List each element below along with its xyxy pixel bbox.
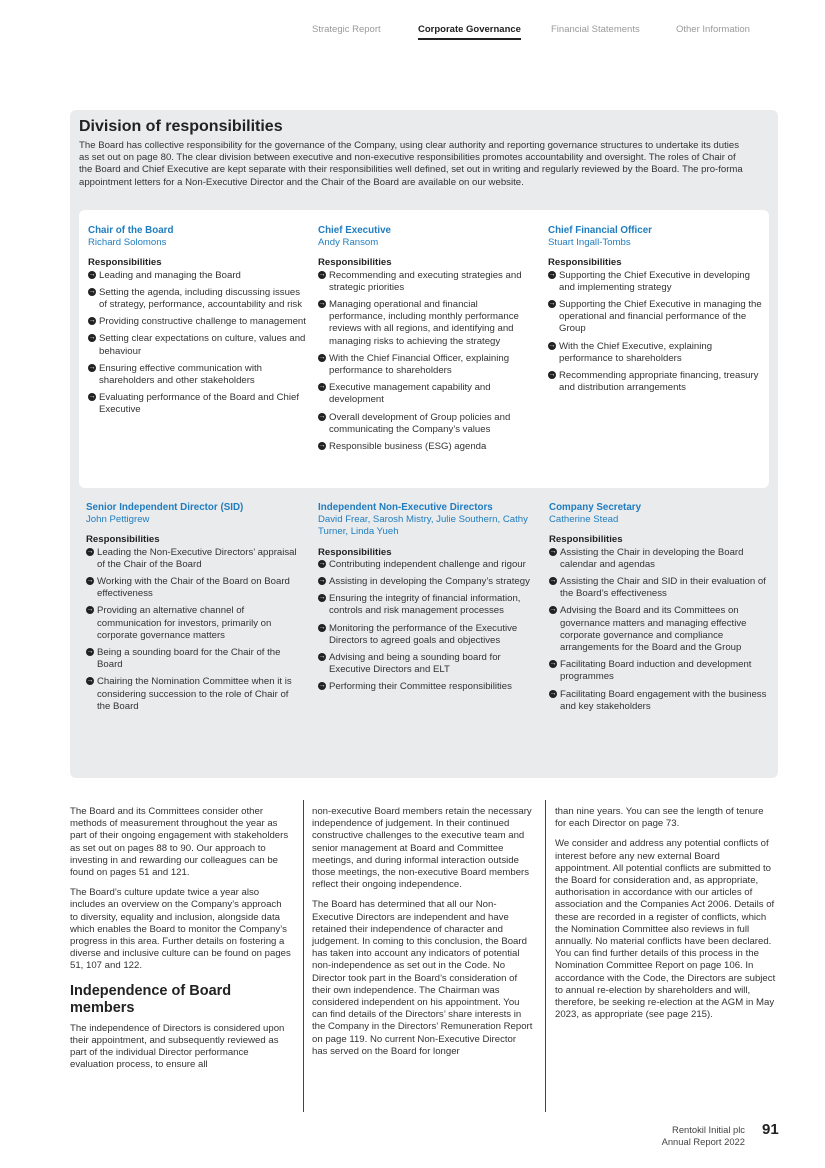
list-item: → Ensuring effective communication with shareholders and other stakeholders (88, 363, 306, 387)
responsibilities-label: Responsibilities (548, 257, 622, 269)
list-item: → Assisting in developing the Company’s strategy (318, 576, 536, 588)
body-paragraph: than nine years. You can see the length of tenure for each Director on page 73. (555, 806, 764, 830)
list-item: → Facilitating Board engagement with the business and key stakeholders (549, 689, 767, 713)
role-person: Richard Solomons (88, 237, 167, 249)
list-item: → Contributing independent challenge and rigour (318, 559, 536, 571)
list-item: → Being a sounding board for the Chair of the Board (86, 647, 304, 671)
role-person: Andy Ransom (318, 237, 379, 249)
list-item: → Facilitating Board induction and development programmes (549, 659, 767, 683)
page-number: 91 (762, 1121, 779, 1138)
role-person: Stuart Ingall-Tombs (548, 237, 631, 249)
role-company-secretary (549, 502, 767, 718)
nav-other-information[interactable]: Other Information (676, 24, 750, 35)
responsibilities-label: Responsibilities (88, 257, 162, 269)
list-item: → Leading and managing the Board (88, 270, 306, 282)
body-paragraph: The independence of Directors is considered upon their appointment, and subsequently reviewed as part of the individual Director performance evaluation process, to ensure all (70, 1022, 285, 1071)
list-item: → Providing an alternative channel of communication for investors, primarily on corporate governance matters (86, 605, 304, 642)
column-divider (303, 800, 304, 1112)
list-item: → Chairing the Nomination Committee when it is considering succession to the role of Chair of the Board (86, 676, 304, 713)
list-item: → Setting clear expectations on culture, values and behaviour (88, 333, 306, 357)
body-paragraph: We consider and address any potential conflicts of interest before any new external Board appointment. All potential conflicts are submitted to the Board for consideration and, as appropriate, authorisation in accordance with our articles of association and the Companies Act 2006. Details of these are recorded in a register of conflicts, which the Nomination Committee also reviews in full annually. No material conflicts have been declared. You can find further details of this process in the Nomination Committee Report on page 106. In accordance with the Code, the Directors are subject to annual re-election by shareholders and will, therefore, be seeking re-election at the AGM in May 2023, as appropriate (see page 215). (555, 838, 776, 1021)
list-item: → Recommending appropriate financing, treasury and distribution arrangements (548, 370, 766, 394)
role-chief-executive (318, 225, 536, 458)
role-senior-independent-director (86, 502, 304, 718)
footer-report-name: Annual Report 2022 (661, 1135, 745, 1147)
role-chair (88, 225, 306, 422)
body-column-3 (555, 806, 777, 1029)
list-item: → Ensuring the integrity of financial information, controls and risk management processes (318, 593, 536, 617)
list-item: → Supporting the Chief Executive in developing and implementing strategy (548, 270, 766, 294)
responsibility-list (318, 270, 536, 454)
role-title: Senior Independent Director (SID) (86, 502, 244, 513)
list-item: → Assisting the Chair in developing the Board calendar and agendas (549, 547, 767, 571)
footer-company (662, 1124, 745, 1147)
role-chief-financial-officer (548, 225, 766, 399)
list-item: → Supporting the Chief Executive in managing the operational and financial performance of the Group (548, 299, 766, 336)
role-title: Chief Financial Officer (548, 225, 652, 236)
footer-company-name: Rentokil Initial plc (672, 1124, 745, 1135)
section-heading: Independence of Board members (70, 982, 232, 1016)
list-item: → Monitoring the performance of the Executive Directors to agreed goals and objectives (318, 623, 536, 647)
responsibility-list (318, 559, 536, 694)
responsibility-list (549, 547, 767, 713)
role-person: John Pettigrew (86, 514, 150, 526)
responsibility-list (548, 270, 766, 395)
list-item: → Responsible business (ESG) agenda (318, 441, 536, 453)
list-item: → Overall development of Group policies and communicating the Company’s values (318, 412, 536, 436)
panel-title: Division of responsibilities (79, 118, 283, 135)
list-item: → With the Chief Executive, explaining performance to shareholders (548, 341, 766, 365)
list-item: → Assisting the Chair and SID in their evaluation of the Board’s effectiveness (549, 576, 767, 600)
responsibility-list (86, 547, 304, 713)
list-item: → Managing operational and financial performance, including monthly performance reviews with all regions, and identifying and managing risks to achieving the strategy (318, 299, 536, 348)
responsibilities-label: Responsibilities (318, 257, 392, 269)
nav-financial-statements[interactable]: Financial Statements (551, 24, 640, 35)
list-item: → Leading the Non-Executive Directors’ appraisal of the Chair of the Board (86, 547, 304, 571)
panel-intro: The Board has collective responsibility for the governance of the Company, using clear authority and reporting governance structures to undertake its duties as set out on page 80. The clear division between executive and non-executive responsibilities promotes accountability and oversight. The roles of Chair of the Board and Chief Executive are kept separate with their responsibilities well defined, set out in writing and regularly reviewed by the Board. The pro-forma appointment letters for a Non-Executive Director and the Chair of the Board are available on our website. (79, 140, 743, 188)
list-item: → With the Chief Financial Officer, explaining performance to shareholders (318, 353, 536, 377)
role-title: Company Secretary (549, 502, 642, 513)
role-title: Chair of the Board (88, 225, 174, 236)
column-divider (545, 800, 546, 1112)
role-person: Catherine Stead (549, 514, 619, 526)
role-title: Chief Executive (318, 225, 391, 236)
role-independent-non-executive-directors (318, 502, 536, 699)
body-paragraph: The Board has determined that all our Non-Executive Directors are independent and have retained their independence of character and judgement. In coming to this conclusion, the Board has taken into account any indicators of potential non-independence as set out in the Code. No Director took part in the Board’s consideration of their own independence. The Chairman was considered independent on his appointment. You can find details of the Directors’ share interests in the Company in the Directors’ Remuneration Report on page 119. No current Non-Executive Director has served on the Board for longer (312, 899, 533, 1057)
responsibilities-label: Responsibilities (549, 534, 623, 546)
list-item: → Advising the Board and its Committees on governance matters and managing effective corporate governance and compliance arrangements for the Board and the Group (549, 605, 767, 654)
role-person: David Frear, Sarosh Mistry, Julie Southern, Cathy Turner, Linda Yueh (318, 514, 528, 538)
list-item: → Advising and being a sounding board for Executive Directors and ELT (318, 652, 536, 676)
list-item: → Recommending and executing strategies and strategic priorities (318, 270, 536, 294)
body-column-1 (70, 806, 292, 1079)
nav-corporate-governance[interactable]: Corporate Governance (418, 24, 521, 35)
list-item: → Working with the Chair of the Board on Board effectiveness (86, 576, 304, 600)
list-item: → Executive management capability and development (318, 382, 536, 406)
responsibility-list (88, 270, 306, 417)
list-item: → Performing their Committee responsibilities (318, 681, 536, 693)
list-item: → Setting the agenda, including discussing issues of strategy, performance, accountability and risk (88, 287, 306, 311)
body-paragraph: non-executive Board members retain the necessary independence of judgement. In their continued constructive challenges to the executive team and senior management at Board and Committee meetings, and during informal interaction outside those meetings, the non-executive Board members reflect their ongoing independence. (312, 806, 532, 891)
list-item: → Providing constructive challenge to management (88, 316, 306, 328)
responsibilities-label: Responsibilities (318, 546, 392, 558)
body-paragraph: The Board’s culture update twice a year also includes an overview on the Company’s approach to diversity, equality and inclusion, alongside data which enables the Board to monitor the Company’s progress in this area. Further details on fostering a diverse and inclusive culture can be found on pages 51, 107 and 122. (70, 887, 291, 972)
body-column-2 (312, 806, 534, 1066)
nav-strategic-report[interactable]: Strategic Report (312, 24, 381, 35)
list-item: → Evaluating performance of the Board and Chief Executive (88, 392, 306, 416)
body-paragraph: The Board and its Committees consider other methods of measurement throughout the year as part of their ongoing engagement with stakeholders as set out on pages 88 to 90. Our approach to investing in and rewarding our colleagues can be found on pages 51 and 121. (70, 806, 289, 879)
responsibilities-label: Responsibilities (86, 534, 160, 546)
section-nav (0, 24, 825, 44)
role-title: Independent Non-Executive Directors (318, 502, 493, 513)
